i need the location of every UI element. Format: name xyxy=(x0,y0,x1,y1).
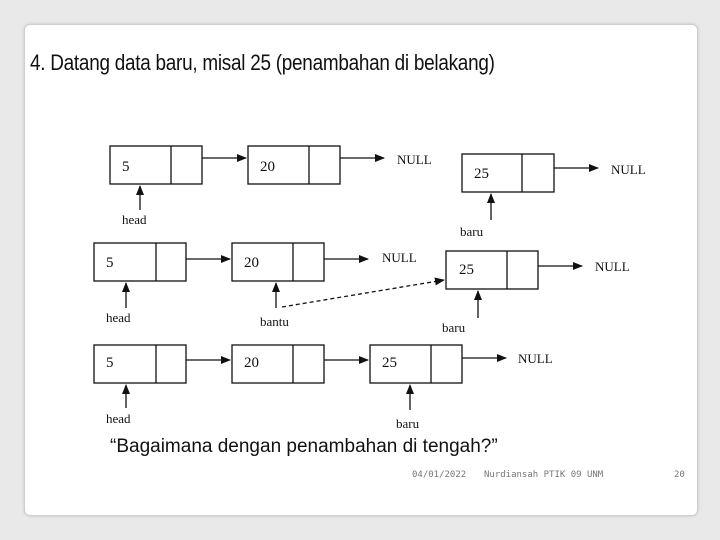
row2-bantu-label: bantu xyxy=(260,314,289,329)
row2-newnode-value: 25 xyxy=(459,262,474,278)
row2-null-label: NULL xyxy=(382,250,417,265)
slide-title: 4. Datang data baru, misal 25 (penambahan di belakang) xyxy=(30,50,495,75)
slide-question: “Bagaimana dengan penambahan di tengah?” xyxy=(110,436,498,457)
row1-newnode-value: 25 xyxy=(474,166,489,182)
row2-dashed-link xyxy=(282,280,444,307)
row1-null-label: NULL xyxy=(397,152,432,167)
row3-head-label: head xyxy=(106,411,131,426)
row2-baru-label: baru xyxy=(442,320,466,335)
footer-author: Nurdiansah PTIK 09 UNM xyxy=(484,470,604,480)
row3-node2-value: 20 xyxy=(244,355,259,371)
row2-head-label: head xyxy=(106,310,131,325)
footer-page-number: 20 xyxy=(674,470,685,480)
row3-node3-value: 25 xyxy=(382,355,397,371)
row1-baru-label: baru xyxy=(460,224,484,239)
row2-node2-value: 20 xyxy=(244,255,259,271)
row1-null2-label: NULL xyxy=(611,162,646,177)
row3-baru-label: baru xyxy=(396,416,420,431)
row1-node1-value: 5 xyxy=(122,159,130,175)
footer-date: 04/01/2022 xyxy=(412,470,467,480)
row1-head-label: head xyxy=(122,212,147,227)
row3-node1-value: 5 xyxy=(106,355,114,371)
row3-null-label: NULL xyxy=(518,351,553,366)
row2-null2-label: NULL xyxy=(595,259,630,274)
row2-node1-value: 5 xyxy=(106,255,114,271)
row1-node2-value: 20 xyxy=(260,159,275,175)
